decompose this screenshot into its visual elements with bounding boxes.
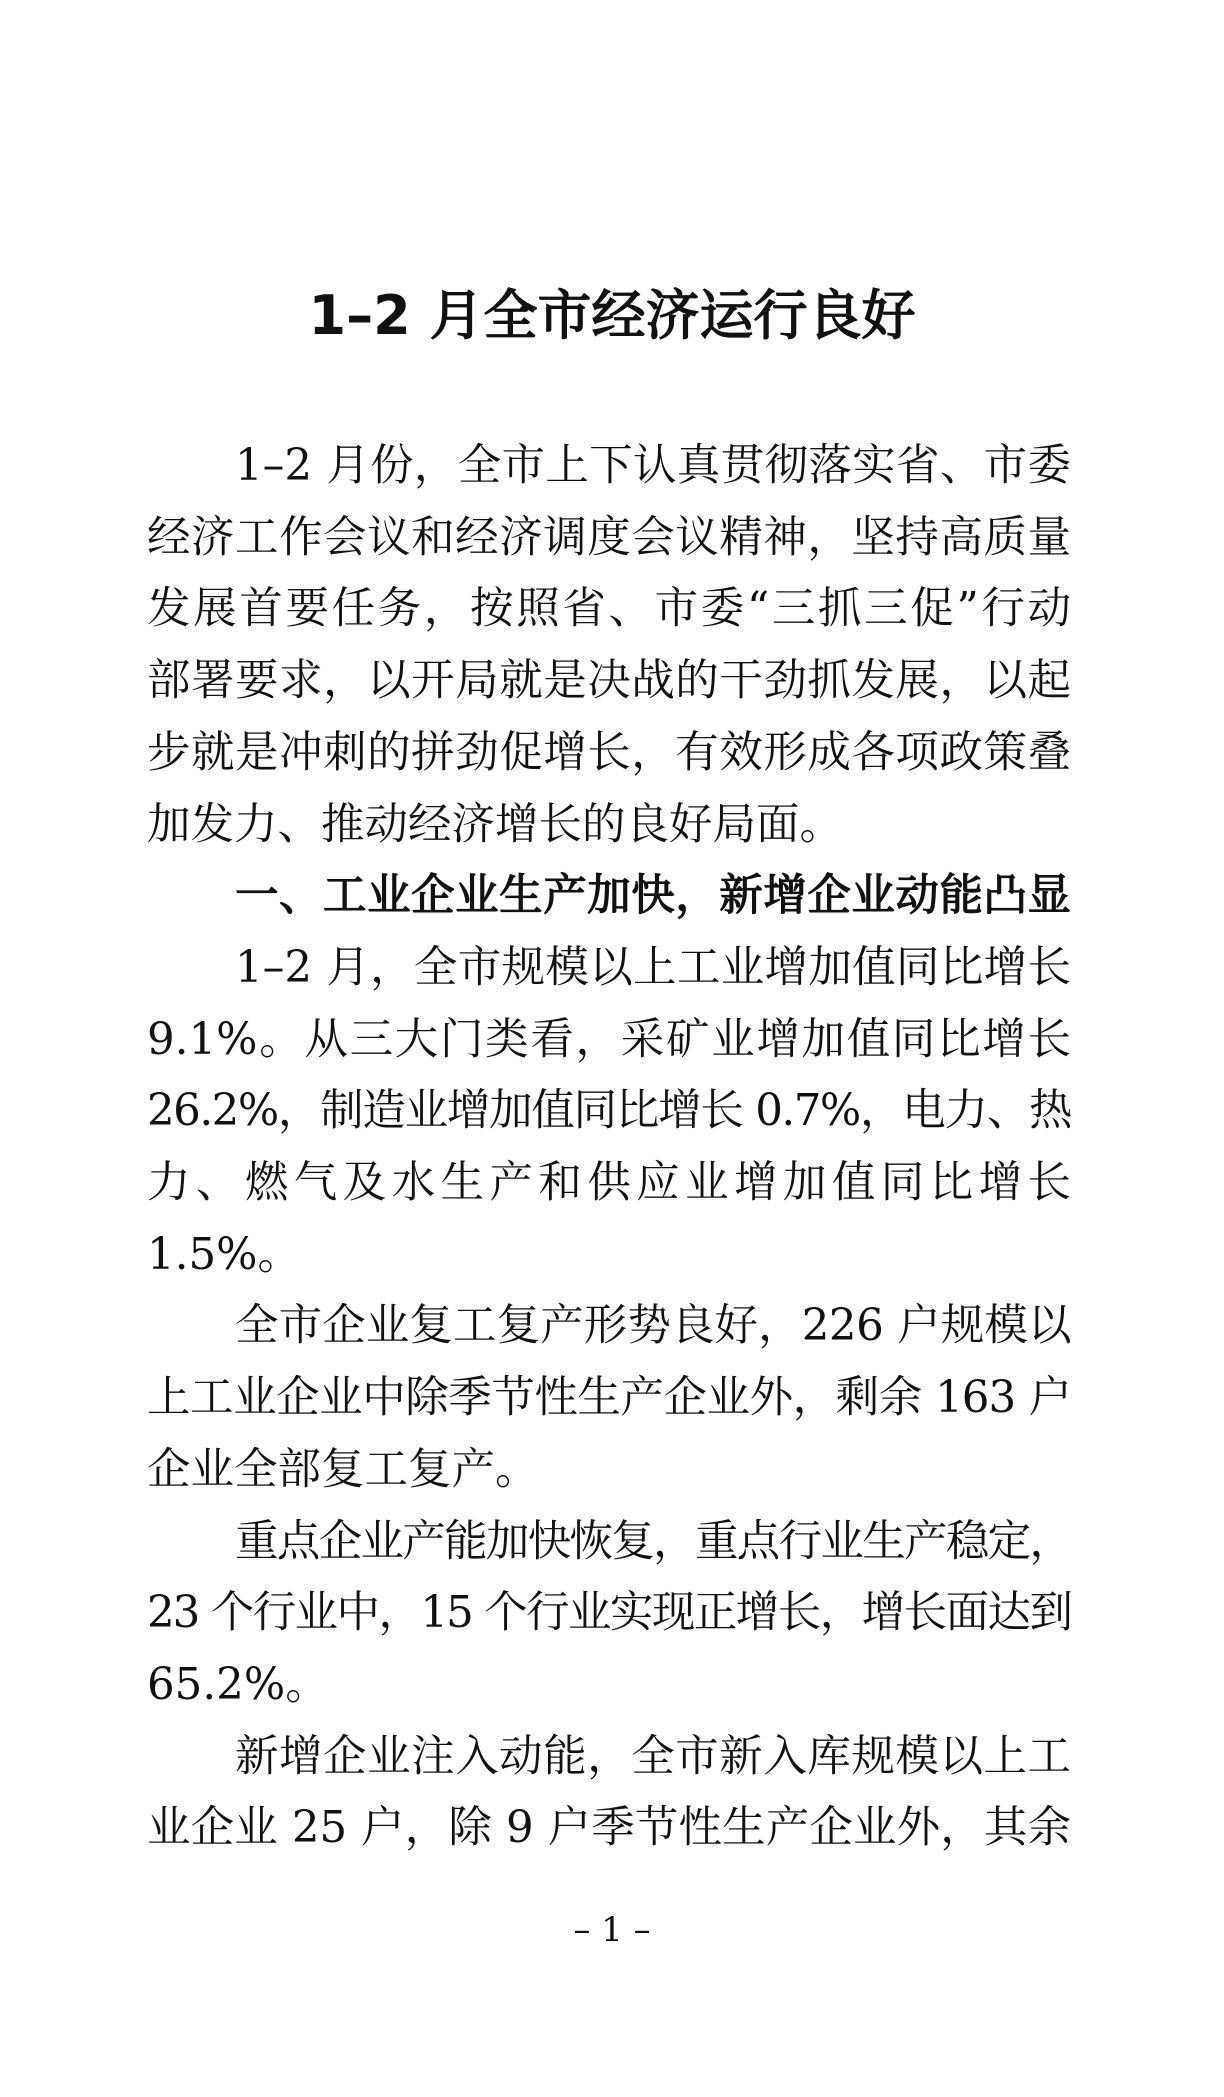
document-body: [147, 431, 1071, 1865]
text-line: 力、燃气及水生产和供应业增加值同比增长: [147, 1158, 1071, 1209]
text-line: 23 个行业中，15 个行业实现正增长，增长面达到: [147, 1588, 1071, 1639]
text-line: 1–2 月，全市规模以上工业增加值同比增长: [235, 942, 1071, 993]
text-line: 加发力、推动经济增长的良好局面。: [147, 799, 843, 850]
text-line: 上工业企业中除季节性生产企业外，剩余 163 户: [147, 1373, 1071, 1424]
text-line: 26.2%，制造业增加值同比增长 0.7%，电力、热: [147, 1086, 1071, 1137]
text-line: 部署要求，以开局就是决战的干劲抓发展，以起: [147, 656, 1071, 707]
text-line: 发展首要任务，按照省、市委“三抓三促”行动: [147, 584, 1071, 635]
page-number: – 1 –: [573, 1910, 651, 1950]
section-1: [147, 861, 1071, 1865]
text-line: 经济工作会议和经济调度会议精神，坚持高质量: [147, 512, 1071, 563]
text-line: 业企业 25 户，除 9 户季节性生产企业外，其余: [147, 1803, 1071, 1854]
text-line: 步就是冲刺的拼劲促增长，有效形成各项政策叠: [147, 727, 1071, 778]
text-line: 企业全部复工复产。: [147, 1444, 539, 1495]
body-paragraph: [147, 1722, 1071, 1865]
text-line: 1–2 月份，全市上下认真贯彻落实省、市委: [235, 441, 1071, 491]
text-line: 65.2%。: [147, 1659, 329, 1710]
intro-paragraph: [147, 431, 1071, 861]
body-paragraph: [147, 933, 1071, 1292]
text-line: 新增企业注入动能，全市新入库规模以上工: [235, 1731, 1071, 1782]
body-paragraph: [147, 1507, 1071, 1722]
body-paragraph: [147, 1291, 1071, 1506]
text-line: 重点企业产能加快恢复，重点行业生产稳定，: [235, 1516, 1071, 1567]
section-heading: 一、工业企业生产加快，新增企业动能凸显: [235, 871, 1071, 922]
page-title: 1–2 月全市经济运行良好: [308, 284, 916, 347]
text-line: 9.1%。从三大门类看，采矿业增加值同比增长: [147, 1014, 1071, 1065]
text-line: 全市企业复工复产形势良好，226 户规模以: [235, 1301, 1071, 1352]
text-line: 1.5%。: [147, 1229, 302, 1280]
